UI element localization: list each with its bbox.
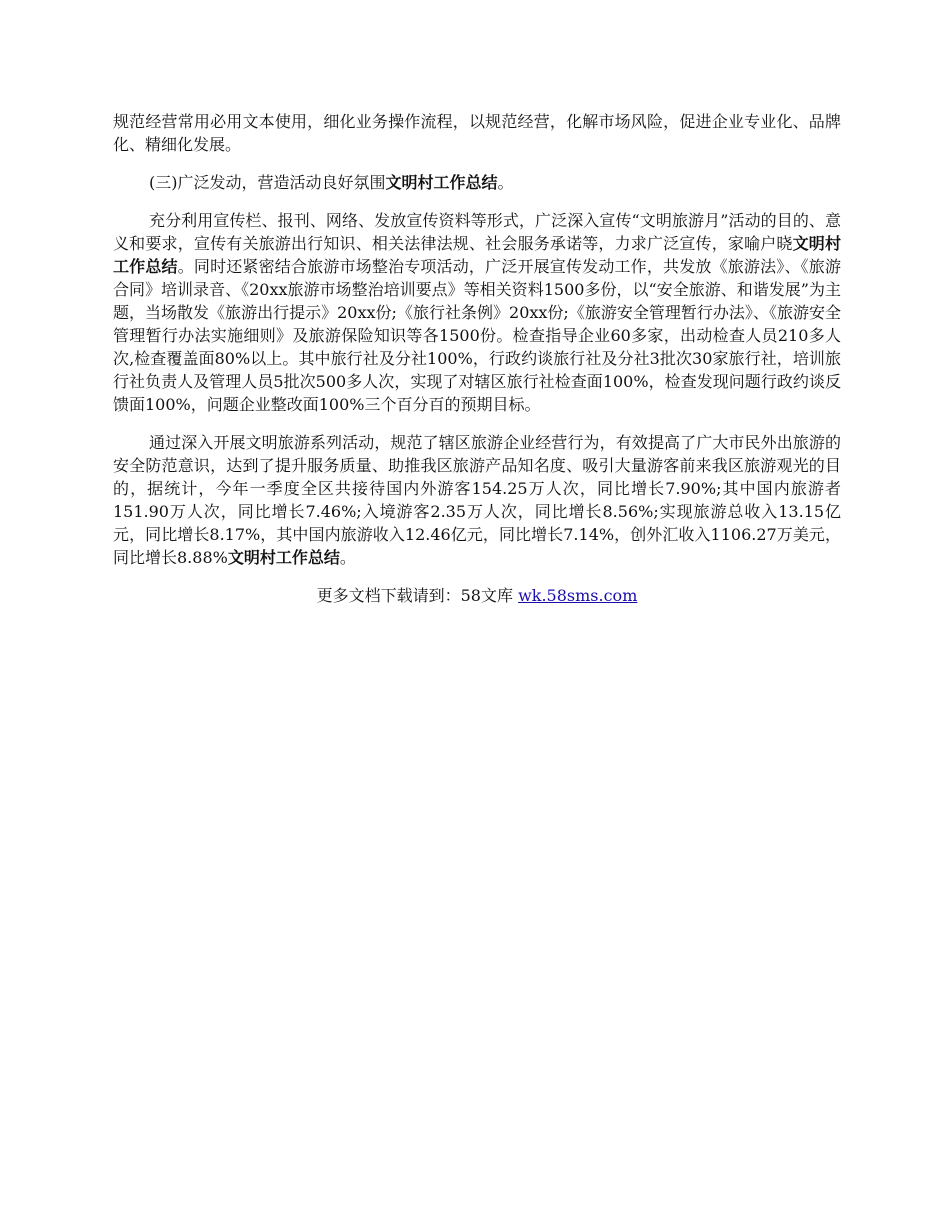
paragraph-tail: 。 xyxy=(497,173,514,192)
paragraph-tail: 。同时还紧密结合旅游市场整治专项活动，广泛开展宣传发动工作，共发放《旅游法》、《旅游合同》培训录音、《20xx旅游市场整治培训要点》等相关资料1500多份，以“安全旅游、和谐发展”为主题，当场散发《旅游出行提示》20xx份;《旅行社条例》20xx份;《旅游安全管理暂行办法》、《旅游安全管理暂行办法实施细则》及旅游保险知识等各1500份。检查指导企业60多家，出动检查人员210多人次,检查覆盖面80%以上。其中旅行社及分社100%，行政约谈旅行社及分社3批次30家旅行社，培训旅行社负责人及管理人员5批次500多人次，实现了对辖区旅行社检查面100%，检查发现问题行政约谈反馈面100%，问题企业整改面100%三个百分百的预期目标。 xyxy=(113,257,841,414)
paragraph-text: 充分利用宣传栏、报刊、网络、发放宣传资料等形式，广泛深入宣传“文明旅游月”活动的目的、意义和要求，宣传有关旅游出行知识、相关法律法规、社会服务承诺等，力求广泛宣传，家喻户晓 xyxy=(113,211,841,253)
paragraph-text: 规范经营常用必用文本使用，细化业务操作流程，以规范经营，化解市场风险，促进企业专业化、品牌化、精细化发展。 xyxy=(113,112,841,154)
paragraph-results xyxy=(113,431,841,569)
keyword-highlight: 文明村工作总结 xyxy=(113,234,841,276)
keyword-highlight: 文明村工作总结 xyxy=(385,173,498,192)
paragraph-text: 通过深入开展文明旅游系列活动，规范了辖区旅游企业经营行为，有效提高了广大市民外出旅游的安全防范意识，达到了提升服务质量、助推我区旅游产品知名度、吸引大量游客前来我区旅游观光的目的，据统计，今年一季度全区共接待国内外游客154.25万人次，同比增长7.90%;其中国内旅游者151.90万人次，同比增长7.46%;入境游客2.35万人次，同比增长8.56%;实现旅游总收入13.15亿元，同比增长8.17%，其中国内旅游收入12.46亿元，同比增长7.14%，创外汇收入1106.27万美元，同比增长8.88% xyxy=(113,433,841,567)
document-page xyxy=(113,110,841,607)
footer-prefix: 更多文档下载请到：58文库 xyxy=(316,586,519,605)
paragraph-text: (三)广泛发动，营造活动良好氛围 xyxy=(149,173,386,192)
paragraph-intro xyxy=(113,110,841,156)
paragraph-tail: 。 xyxy=(339,548,356,567)
paragraph-section-heading xyxy=(113,171,841,194)
paragraph-publicity xyxy=(113,209,841,416)
keyword-highlight: 文明村工作总结 xyxy=(227,548,340,567)
footer-link[interactable]: wk.58sms.com xyxy=(518,586,638,605)
download-footer xyxy=(113,584,841,607)
